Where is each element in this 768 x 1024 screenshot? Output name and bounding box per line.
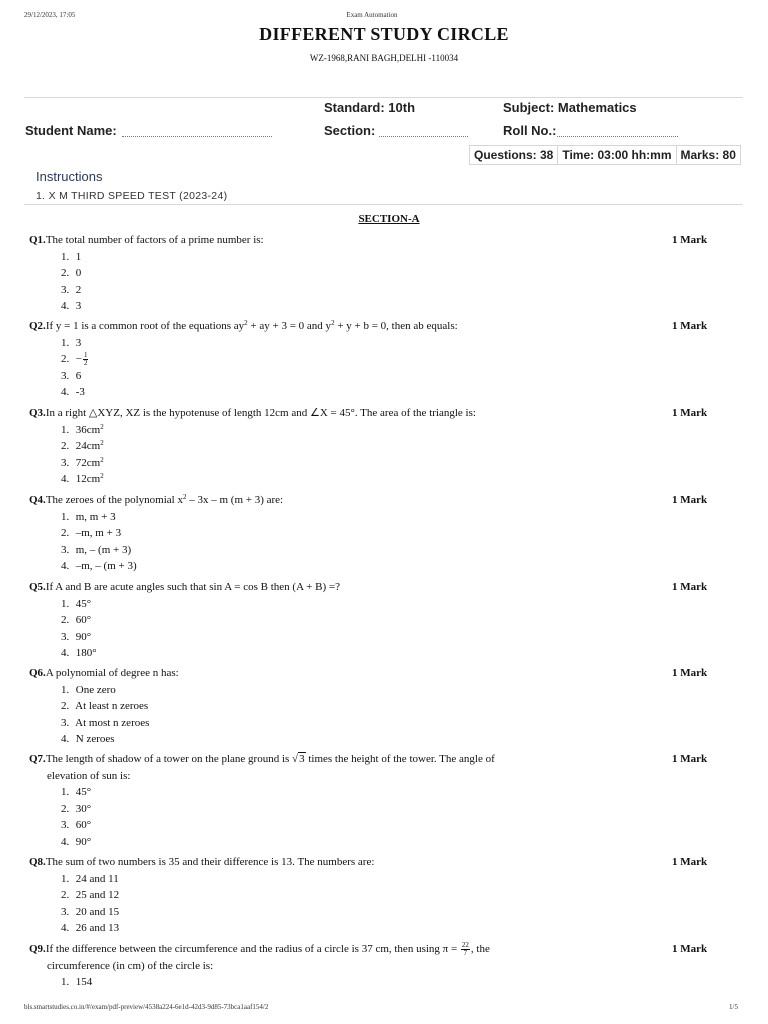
question-number: Q4. (29, 494, 46, 506)
question-text: In a right △XYZ, XZ is the hypotenuse of length 12cm and ∠X = 45°. The area of the triangle is: (45, 407, 476, 419)
question-text: The zeroes of the polynomial x (45, 494, 183, 506)
question-marks: 1 Mark (672, 320, 708, 332)
subject-label: Subject: Mathematics (503, 100, 637, 115)
option-text: 60° (75, 819, 92, 831)
option-text: 0 (75, 267, 82, 279)
fraction-numerator: 1 (83, 350, 88, 359)
question-8 (29, 854, 719, 937)
option-1: 1. 45° (61, 597, 92, 610)
fraction (83, 352, 89, 367)
question-stem (29, 665, 539, 682)
option-text: One zero (75, 683, 116, 696)
superscript: 2 (100, 472, 104, 480)
option-4: 4. -3 (61, 386, 85, 398)
option-text: 36cm (75, 423, 101, 436)
fraction-denominator: 2 (83, 358, 88, 367)
question-text: A polynomial of degree n has: (45, 667, 179, 679)
option-3: 3. 60° (61, 819, 92, 831)
option-3: 3. At most n zeroes (61, 716, 150, 729)
option-1: 1. 154 (61, 976, 93, 988)
section-field (379, 136, 468, 137)
question-marks: 1 Mark (672, 407, 708, 419)
question-stem (29, 854, 539, 871)
option-text: − (75, 353, 82, 365)
instructions-title: Instructions (36, 169, 103, 184)
question-3 (29, 405, 719, 488)
question-text-continued: circumference (in cm) of the circle is: (47, 959, 214, 972)
option-2: 2. At least n zeroes (61, 700, 149, 712)
options-list (29, 596, 719, 662)
option-4: 4. –m, – (m + 3) (61, 560, 137, 572)
question-6 (29, 665, 719, 748)
section-title: SECTION-A (358, 213, 420, 225)
option-text: At most n zeroes (75, 716, 150, 729)
option-2: 2. − $\frac{1}{2}$ (61, 350, 88, 367)
question-text: – 3x – m (m + 3) are: (186, 494, 284, 506)
option-text: 154 (75, 976, 93, 988)
superscript: 2 (331, 319, 335, 327)
question-2 (29, 318, 719, 401)
print-footer (24, 1003, 738, 1015)
institute-address: WZ-1968,RANI BAGH,DELHI -110034 (309, 53, 459, 63)
option-1: 1. 1 (61, 250, 82, 263)
question-number: Q6. (29, 667, 46, 679)
option-1: 1. 45° (61, 786, 92, 798)
option-2: 2. 60° (61, 614, 92, 626)
superscript: 2 (100, 455, 104, 464)
question-stem (29, 318, 539, 335)
divider (24, 97, 743, 98)
option-text: 90° (75, 835, 92, 848)
print-url: bls.smartstudies.co.in/#/exam/pdf-preview/4538a224-6e1d-42d3-9d85-73bca1aaf154/2 (24, 1003, 269, 1011)
options-list (29, 974, 719, 991)
student-name-field (122, 136, 272, 137)
option-1: 1. 24 and 11 (61, 872, 119, 885)
page-number: 1/5 (729, 1003, 738, 1011)
question-9 (29, 941, 719, 991)
question-text: If A and B are acute angles such that sin A = cos B then (A + B) =? (45, 581, 340, 593)
option-text: 12cm (75, 473, 101, 485)
square-root: 3 (299, 753, 305, 765)
option-text: At least n zeroes (75, 700, 149, 712)
question-number: Q9. (29, 943, 46, 955)
option-text: 3 (75, 300, 82, 312)
option-1: 1. One zero (61, 683, 116, 696)
question-marks: 1 Mark (672, 234, 708, 246)
options-list (29, 871, 719, 937)
options-list (29, 509, 719, 575)
option-text: m, – (m + 3) (75, 543, 132, 556)
question-text: , the (470, 943, 490, 955)
question-number: Q8. (29, 856, 46, 868)
question-stem (29, 941, 539, 958)
question-number: Q7. (29, 753, 46, 765)
institute-name: DIFFERENT STUDY CIRCLE (259, 24, 509, 44)
superscript: 2 (100, 422, 104, 431)
option-1: 1. m, m + 3 (61, 510, 116, 523)
print-title: Exam Automation (346, 11, 398, 19)
student-name-label: Student Name: (25, 123, 117, 138)
option-text: 30° (75, 802, 92, 815)
question-stem (29, 232, 539, 249)
options-list (29, 335, 719, 401)
options-list (29, 249, 719, 315)
question-marks: 1 Mark (672, 494, 708, 506)
question-stem (29, 579, 539, 596)
question-marks: 1 Mark (672, 581, 708, 593)
question-7 (29, 751, 719, 850)
question-marks: 1 Mark (672, 753, 708, 765)
question-marks: 1 Mark (672, 943, 708, 955)
roll-no-label: Roll No.: (503, 123, 557, 138)
exam-meta-box (469, 145, 740, 165)
option-text: 60° (75, 614, 92, 626)
question-text: If the difference between the circumference and the radius of a circle is 37 cm, then using π = (45, 943, 460, 955)
option-2: 2. 30° (61, 802, 92, 815)
question-text: + y + b = 0, then ab equals: (334, 320, 458, 332)
question-number: Q3. (29, 407, 46, 419)
option-text: –m, – (m + 3) (75, 560, 137, 572)
option-text: 45° (75, 786, 92, 798)
question-text: + ay + 3 = 0 and y (247, 320, 332, 332)
question-stem (29, 751, 539, 768)
print-timestamp: 29/12/2023, 17:05 (24, 11, 76, 19)
option-3: 3. 6 (61, 369, 82, 382)
question-text: The total number of factors of a prime number is: (45, 234, 264, 246)
options-list (29, 784, 719, 850)
option-text: 24cm (75, 440, 101, 452)
option-2: 2. 0 (61, 267, 82, 279)
fraction-denominator: 7 (463, 948, 468, 957)
option-4: 4. 90° (61, 835, 92, 848)
option-text: –m, m + 3 (75, 527, 122, 539)
question-text-continued: elevation of sun is: (47, 769, 131, 782)
option-3: 3. 2 (61, 283, 82, 296)
question-5 (29, 579, 719, 662)
fraction (461, 942, 470, 957)
option-2: 2. –m, m + 3 (61, 527, 122, 539)
question-stem (29, 492, 539, 509)
option-4: 4. $12cm^2$ (61, 472, 104, 485)
question-marks: 1 Mark (672, 856, 708, 868)
superscript: 2 (244, 319, 248, 327)
option-text: 72cm (75, 456, 101, 469)
instructions-line: 1. X M THIRD SPEED TEST (2023-24) (36, 190, 228, 202)
option-text: -3 (75, 386, 85, 398)
option-text: 20 and 15 (75, 905, 120, 918)
question-number: Q1. (29, 234, 46, 246)
question-text: times the height of the tower. The angle of (305, 753, 495, 765)
option-4: 4. 180° (61, 647, 97, 659)
option-3: 3. 20 and 15 (61, 905, 120, 918)
superscript: 2 (100, 439, 104, 447)
option-text: m, m + 3 (75, 510, 116, 523)
options-list (29, 682, 719, 748)
fraction-numerator: 22 (461, 940, 469, 949)
option-2: 2. 25 and 12 (61, 889, 120, 901)
superscript: 2 (182, 493, 187, 501)
question-marks: 1 Mark (672, 667, 708, 679)
option-text: 1 (75, 250, 82, 263)
divider (24, 204, 743, 205)
option-4: 4. 26 and 13 (61, 922, 120, 934)
options-list (29, 422, 719, 488)
option-1: 1. $36cm^2$ (61, 422, 104, 436)
question-number: Q2. (29, 320, 46, 332)
option-text: 6 (75, 369, 82, 382)
option-4: 4. N zeroes (61, 733, 115, 745)
option-1: 1. 3 (61, 336, 82, 349)
question-4 (29, 492, 719, 575)
option-2: 2. $24cm^2$ (61, 439, 104, 452)
option-text: 45° (75, 597, 92, 610)
option-text: 26 and 13 (75, 922, 120, 934)
option-text: N zeroes (75, 733, 115, 745)
question-1 (29, 232, 719, 315)
question-text: If y = 1 is a common root of the equations ay (45, 320, 245, 332)
exam-time: Time: 03:00 hh:mm (557, 145, 676, 165)
roll-no-field (557, 136, 678, 137)
option-text: 90° (75, 630, 92, 643)
option-3: 3. 90° (61, 630, 92, 643)
question-text: The sum of two numbers is 35 and their difference is 13. The numbers are: (45, 856, 375, 868)
option-4: 4. 3 (61, 300, 82, 312)
option-text: 25 and 12 (75, 889, 120, 901)
option-text: 180° (75, 647, 97, 659)
question-number: Q5. (29, 581, 46, 593)
questions-count: Questions: 38 (469, 145, 558, 165)
option-text: 2 (75, 283, 82, 296)
question-stem (29, 405, 539, 422)
question-text: The length of shadow of a tower on the plane ground is √ (45, 753, 299, 765)
exam-marks: Marks: 80 (676, 145, 741, 165)
option-3: 3. $72cm^2$ (61, 455, 104, 469)
standard-label: Standard: 10th (324, 100, 416, 115)
option-3: 3. m, – (m + 3) (61, 543, 132, 556)
option-text: 24 and 11 (75, 872, 119, 885)
print-header (24, 11, 720, 23)
section-label: Section: (324, 123, 376, 138)
option-text: 3 (75, 336, 82, 349)
